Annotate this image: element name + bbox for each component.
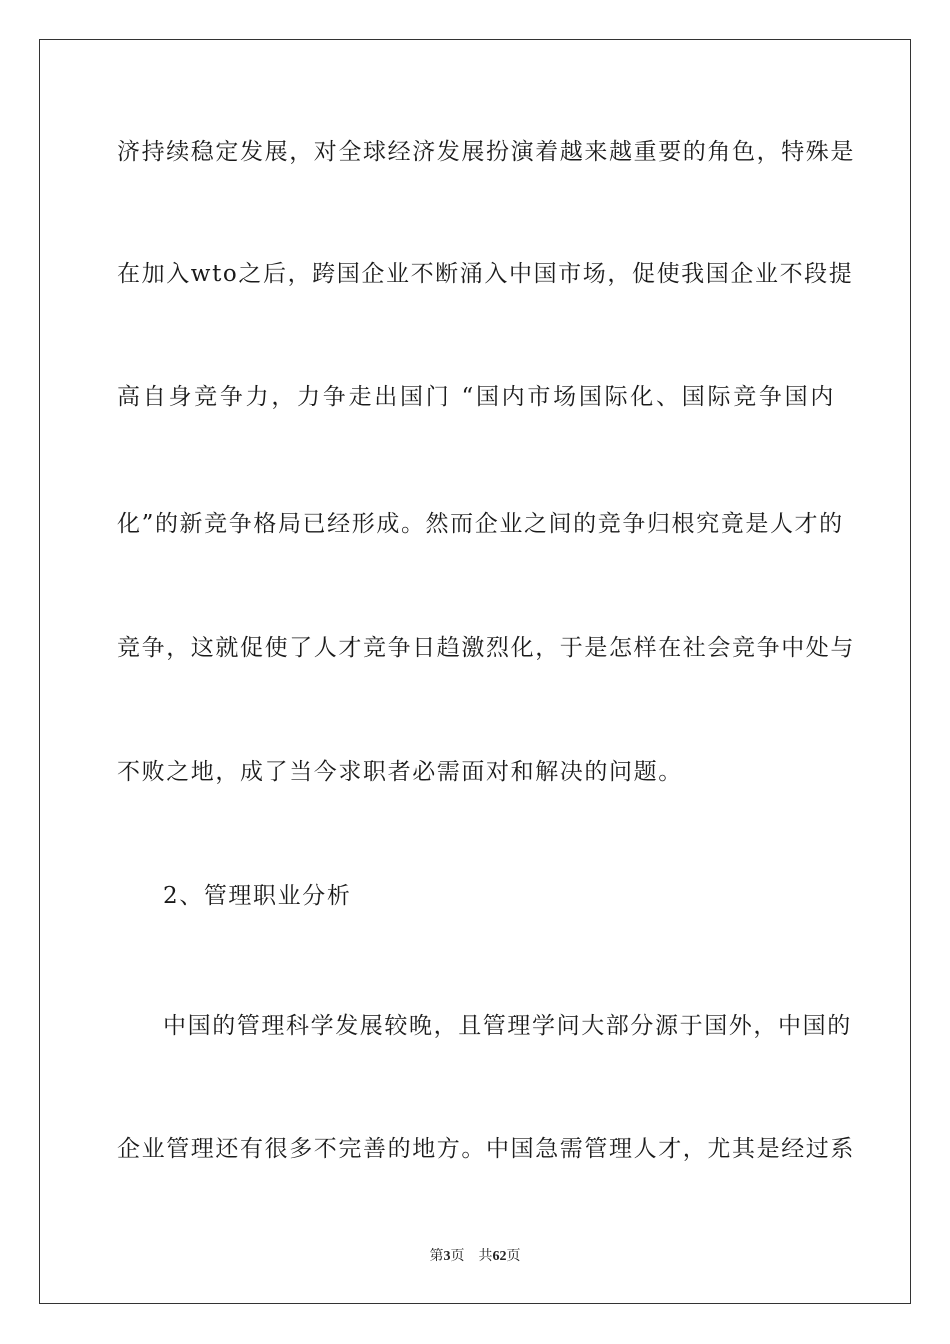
total-suffix: 页 [506, 1249, 521, 1264]
total-pages: 62 [492, 1249, 507, 1264]
body-text-line: 不败之地，成了当今求职者必需面对和解决的问题。 [117, 759, 683, 785]
page-border [39, 39, 911, 1304]
body-text-line: 高自身竞争力，力争走出国门 “国内市场国际化、国际竞争国内 [117, 384, 835, 410]
body-text-line: 竞争，这就促使了人才竞争日趋激烈化，于是怎样在社会竞争中处与 [117, 635, 855, 661]
body-text-line: 化”的新竞争格局已经形成。然而企业之间的竞争归根究竟是人才的 [117, 511, 844, 537]
page-number: 3 [443, 1249, 451, 1264]
total-prefix: 共 [478, 1249, 493, 1264]
page-footer [0, 1248, 950, 1266]
page-suffix: 页 [450, 1249, 465, 1264]
body-text-line: 在加入wto之后，跨国企业不断涌入中国市场，促使我国企业不段提 [117, 261, 854, 287]
body-text-line: 企业管理还有很多不完善的地方。中国急需管理人才，尤其是经过系 [117, 1136, 855, 1162]
body-text-line: 济持续稳定发展，对全球经济发展扮演着越来越重要的角色，特殊是 [117, 139, 855, 165]
body-text-line: 中国的管理科学发展较晚，且管理学问大部分源于国外，中国的 [163, 1013, 852, 1039]
section-heading: 2、管理职业分析 [163, 883, 352, 909]
page-prefix: 第 [429, 1249, 444, 1264]
